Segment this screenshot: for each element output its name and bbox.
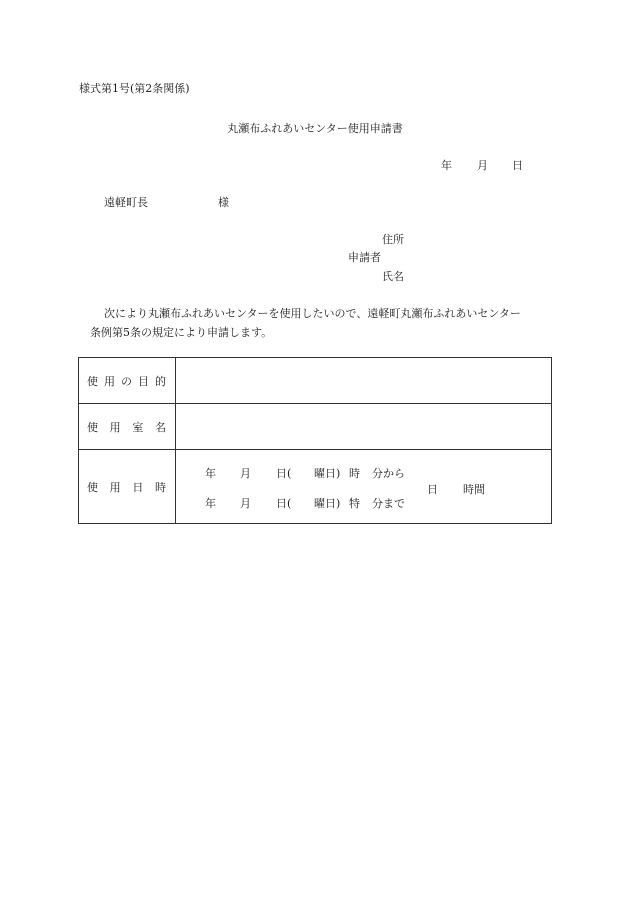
to-year: 年 (205, 497, 216, 510)
form-number: 様式第1号(第2条関係) (79, 82, 190, 95)
from-hour: 時 (349, 467, 360, 480)
to-weekday: 曜日) (314, 497, 341, 510)
purpose-label (79, 358, 176, 404)
date-char: 用 (109, 480, 121, 494)
room-char: 室 (132, 420, 144, 434)
room-row (79, 404, 552, 450)
application-table (78, 357, 552, 524)
duration-days: 日 (427, 483, 438, 496)
room-char: 使 (87, 420, 98, 434)
to-month: 月 (240, 497, 251, 510)
from-minute: 分から (372, 467, 405, 480)
to-day: 日( (276, 497, 292, 510)
date-time-field[interactable] (176, 450, 552, 524)
room-label (79, 404, 176, 450)
addressee: 遠軽町長 (104, 196, 148, 209)
date-year-label: 年 (441, 159, 452, 172)
date-month-label: 月 (477, 159, 488, 172)
statement-line-2: 条例第5条の規定により申請します。 (90, 326, 273, 339)
date-char: 使 (87, 480, 98, 494)
purpose-char: の (121, 374, 132, 388)
date-time-row (79, 450, 552, 524)
date-time-label (79, 450, 176, 524)
purpose-char: 目 (138, 374, 149, 388)
date-day-label: 日 (512, 159, 523, 172)
from-day: 日( (276, 467, 292, 480)
application-statement (90, 304, 560, 342)
room-char: 名 (154, 420, 166, 434)
duration-hours: 時間 (463, 483, 485, 496)
date-char: 日 (132, 480, 144, 494)
to-minute: 分まで (372, 497, 405, 510)
to-line (205, 495, 405, 511)
purpose-row (79, 358, 552, 404)
document-title: 丸瀬布ふれあいセンター使用申請書 (227, 122, 403, 135)
name-label: 氏名 (382, 270, 404, 283)
statement-line-1: 次により丸瀬布ふれあいセンターを使用したいので、遠軽町丸瀬布ふれあいセンター (104, 307, 521, 320)
to-hour: 特 (349, 497, 360, 510)
applicant-label: 申請者 (348, 251, 381, 264)
honorific: 様 (218, 196, 229, 209)
address-label: 住所 (382, 233, 404, 246)
purpose-char: 的 (155, 374, 166, 388)
purpose-char: 使 (87, 374, 98, 388)
from-weekday: 曜日) (314, 467, 341, 480)
from-month: 月 (240, 467, 251, 480)
room-field[interactable] (176, 404, 552, 450)
from-line (205, 465, 405, 481)
date-char: 時 (154, 480, 166, 494)
room-char: 用 (109, 420, 121, 434)
from-year: 年 (205, 467, 216, 480)
purpose-field[interactable] (176, 358, 552, 404)
purpose-char: 用 (104, 374, 115, 388)
